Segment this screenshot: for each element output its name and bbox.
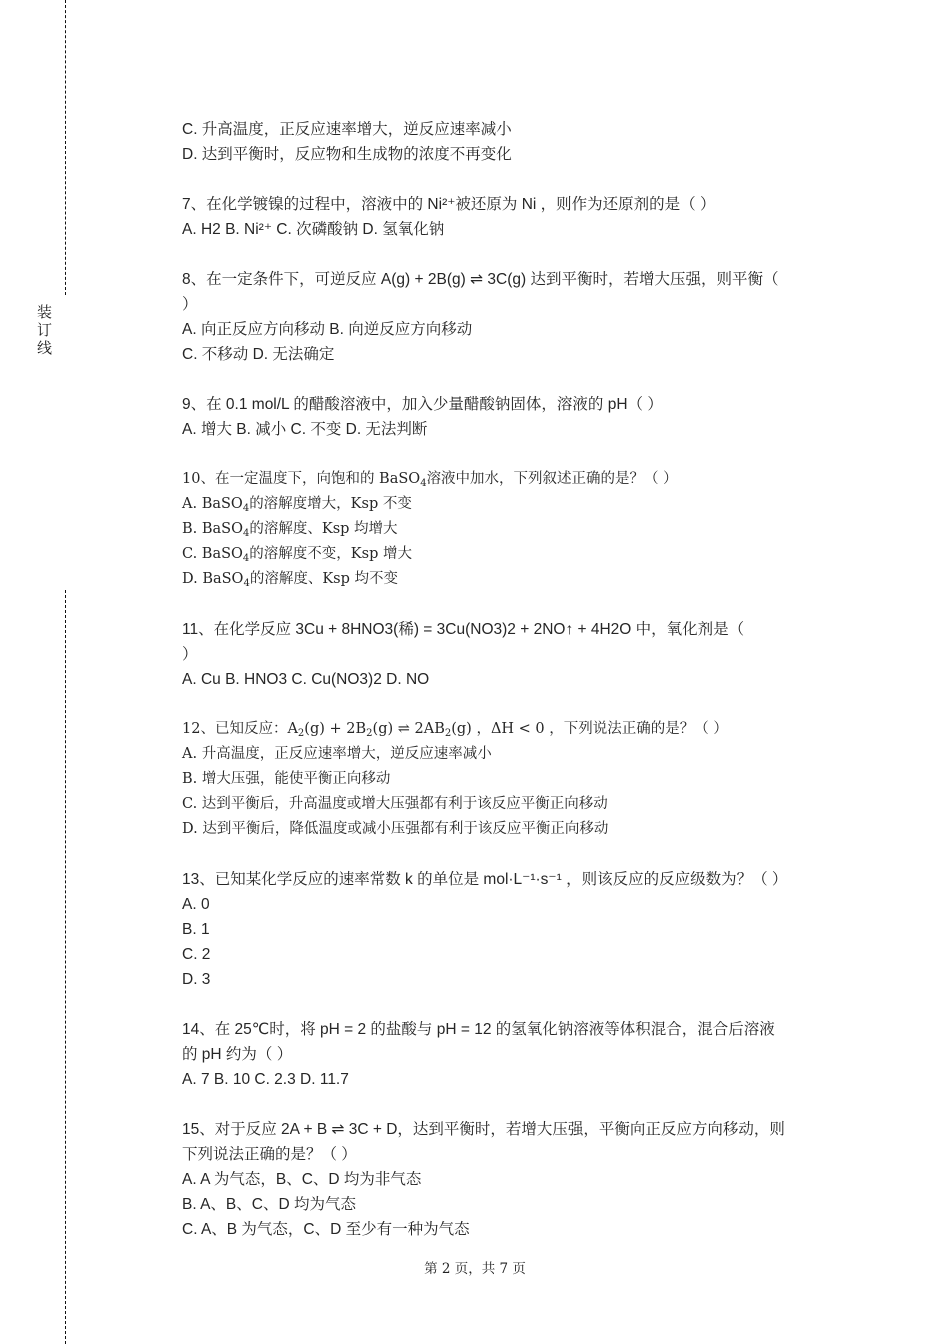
option-line: C. 2 xyxy=(182,946,211,963)
option-label: C. BaSO xyxy=(182,546,243,562)
question-stem: 8、在一定条件下，可逆反应 A(g) + 2B(g) ⇌ 3C(g) 达到平衡时，若增大压强，则平衡（ xyxy=(182,271,779,288)
option-line: B. 1 xyxy=(182,921,210,938)
binding-label-char: 订 xyxy=(37,321,53,339)
question-stem: 13、已知某化学反应的速率常数 k 的单位是 mol·L⁻¹·s⁻¹ ，则该反应的反应级数为？（ ） xyxy=(182,871,788,888)
exam-content xyxy=(182,117,842,1242)
option-text: 的溶解度、Ksp 均增大 xyxy=(249,521,398,537)
option-line: B. 增大压强，能使平衡正向移动 xyxy=(182,771,391,787)
option-line: A. H2 B. Ni²⁺ C. 次磷酸钠 D. 氢氧化钠 xyxy=(182,221,445,238)
option-text: 的溶解度、Ksp 均不变 xyxy=(249,571,398,587)
question-stem: 11、在化学反应 3Cu + 8HNO3(稀) = 3Cu(NO3)2 + 2NO↑ + 4H2O 中，氧化剂是（ xyxy=(182,621,745,638)
option-line: B. A、B、C、D 均为气态 xyxy=(182,1196,356,1213)
question-stem: 15、对于反应 2A + B ⇌ 3C + D，达到平衡时，若增大压强，平衡向正反应方向移动，则 xyxy=(182,1121,785,1138)
option-line: C. 不移动 D. 无法确定 xyxy=(182,346,335,363)
stem-text: (g) + 2B xyxy=(304,721,367,737)
option-line: D. 3 xyxy=(182,971,211,988)
stem-text: 溶液中加水，下列叙述正确的是？（ ） xyxy=(426,471,678,487)
option-line xyxy=(182,567,842,592)
question-stem-continued: 下列说法正确的是？（ ） xyxy=(182,1146,357,1163)
option-line: D. 达到平衡后，降低温度或减小压强都有利于该反应平衡正向移动 xyxy=(182,821,609,837)
option-label: D. BaSO xyxy=(182,571,244,587)
subscript: 4 xyxy=(243,578,250,589)
question-stem: 14、在 25℃时，将 pH = 2 的盐酸与 pH = 12 的氢氧化钠溶液等体积混合，混合后溶液 xyxy=(182,1021,775,1038)
subscript: 4 xyxy=(420,478,427,489)
option-line: C. 达到平衡后，升高温度或增大压强都有利于该反应平衡正向移动 xyxy=(182,796,608,812)
option-line: D. 达到平衡时，反应物和生成物的浓度不再变化 xyxy=(182,146,512,163)
subscript: 4 xyxy=(243,528,250,539)
question-14 xyxy=(182,1017,842,1092)
question-stem-continued: ） xyxy=(182,646,198,663)
option-line: A. 增大 B. 减小 C. 不变 D. 无法判断 xyxy=(182,421,428,438)
question-9 xyxy=(182,392,842,442)
binding-line-label xyxy=(37,303,55,357)
option-line: A. 0 xyxy=(182,896,210,913)
question-12 xyxy=(182,717,842,842)
option-text: 的溶解度增大，Ksp 不变 xyxy=(249,496,412,512)
option-line: A. 向正反应方向移动 B. 向逆反应方向移动 xyxy=(182,321,473,338)
subscript: 2 xyxy=(444,728,452,739)
question-8 xyxy=(182,267,842,367)
option-line: A. Cu B. HNO3 C. Cu(NO3)2 D. NO xyxy=(182,671,430,688)
option-line xyxy=(182,542,842,567)
option-line: A. A 为气态，B、C、D 均为非气态 xyxy=(182,1171,422,1188)
question-stem-continued: ） xyxy=(182,296,198,313)
option-line xyxy=(182,492,842,517)
question-7 xyxy=(182,192,842,242)
option-line: A. 7 B. 10 C. 2.3 D. 11.7 xyxy=(182,1071,349,1088)
option-line xyxy=(182,517,842,542)
option-label: B. BaSO xyxy=(182,521,243,537)
option-text: 的溶解度不变，Ksp 增大 xyxy=(249,546,412,562)
question-11 xyxy=(182,617,842,692)
option-line: C. A、B 为气态，C、D 至少有一种为气态 xyxy=(182,1221,470,1238)
subscript: 2 xyxy=(366,728,373,739)
question-stem-continued: 的 pH 约为（ ） xyxy=(182,1046,293,1063)
option-label: A. BaSO xyxy=(182,496,243,512)
binding-dashed-line-bottom xyxy=(65,590,66,1344)
binding-label-char: 线 xyxy=(37,339,53,357)
option-line: C. 升高温度，正反应速率增大，逆反应速率减小 xyxy=(182,121,512,138)
question-stem xyxy=(182,467,842,492)
question-10 xyxy=(182,467,842,592)
question-stem: 7、在化学镀镍的过程中，溶液中的 Ni²⁺被还原为 Ni ，则作为还原剂的是（ ） xyxy=(182,196,716,213)
question-13 xyxy=(182,867,842,992)
binding-dashed-line-top xyxy=(65,0,66,295)
question-15 xyxy=(182,1117,842,1242)
stem-text: 12、已知反应：A xyxy=(182,721,298,737)
page-number-footer: 第 2 页，共 7 页 xyxy=(424,1261,526,1277)
stem-text: (g) ，ΔH < 0 ，下列说法正确的是？（ ） xyxy=(451,721,728,737)
question-stem: 9、在 0.1 mol/L 的醋酸溶液中，加入少量醋酸钠固体，溶液的 pH（ ） xyxy=(182,396,663,413)
stem-text: 10、在一定温度下，向饱和的 BaSO xyxy=(182,471,421,487)
subscript: 4 xyxy=(242,553,250,564)
question-6-tail xyxy=(182,117,842,167)
subscript: 2 xyxy=(297,728,305,739)
subscript: 4 xyxy=(242,503,250,514)
question-stem xyxy=(182,717,842,742)
option-line: A. 升高温度，正反应速率增大，逆反应速率减小 xyxy=(182,746,492,762)
stem-text: (g) ⇌ 2AB xyxy=(372,721,445,737)
binding-label-char: 装 xyxy=(37,303,53,321)
